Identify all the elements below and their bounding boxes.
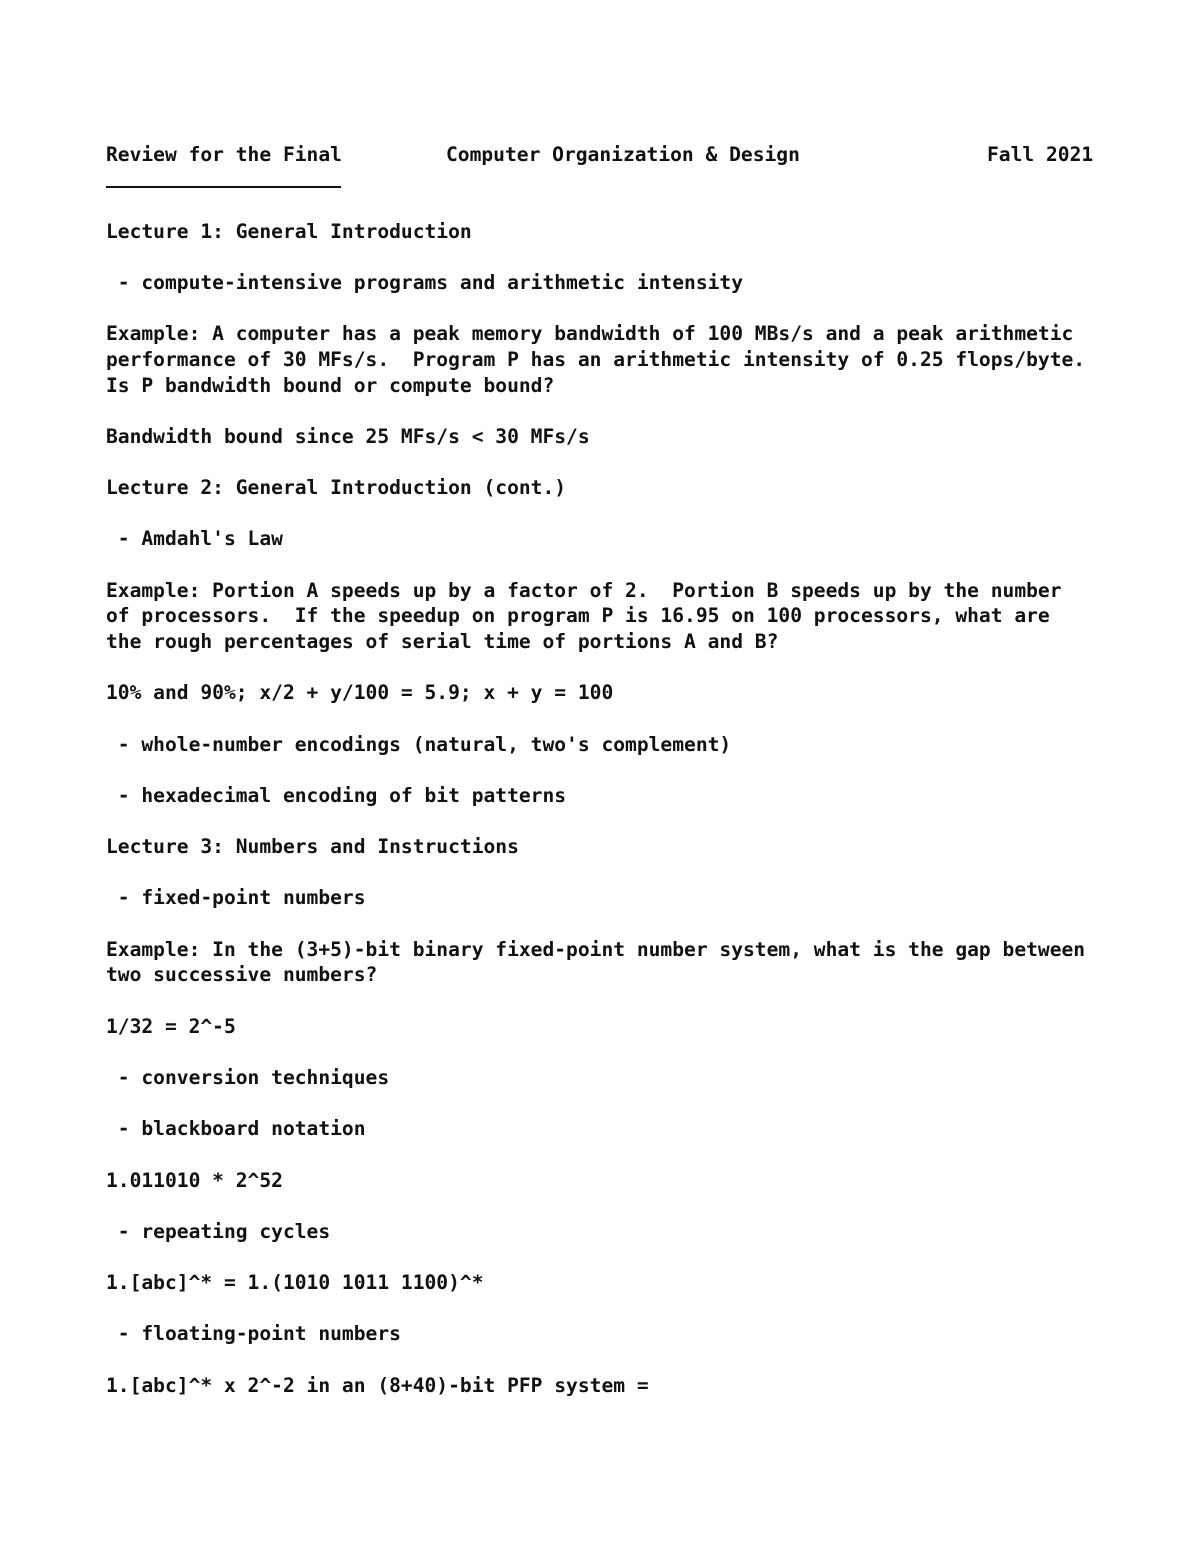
example-3-line-2: two successive numbers? [106,963,378,986]
topic-whole-number-encodings: - whole-number encodings (natural, two's complement) [106,733,732,756]
topic-arithmetic-intensity: - compute-intensive programs and arithmetic intensity [106,271,744,294]
topic-blackboard-notation: - blackboard notation [106,1117,366,1140]
repeating-cycle-example: 1.[abc]^* = 1.(1010 1011 1100)^* [106,1271,484,1294]
header-course-name: Computer Organization & Design [446,143,800,166]
lecture-3-heading: Lecture 3: Numbers and Instructions [106,835,519,858]
floating-point-example: 1.[abc]^* x 2^-2 in an (8+40)-bit PFP system = [106,1374,649,1397]
title-underline [106,186,341,188]
example-1-line-3: Is P bandwidth bound or compute bound? [106,374,555,397]
topic-conversion-techniques: - conversion techniques [106,1066,390,1089]
blackboard-example: 1.011010 * 2^52 [106,1169,283,1192]
header-term: Fall 2021 [987,143,1094,166]
answer-1: Bandwidth bound since 25 MFs/s < 30 MFs/s [106,425,590,448]
example-2-line-2: of processors. If the speedup on program P is 16.95 on 100 processors, what are [106,604,1050,627]
lecture-1-heading: Lecture 1: General Introduction [106,220,472,243]
header-course-title: Review for the Final [106,143,342,166]
example-2-line-1: Example: Portion A speeds up by a factor of 2. Portion B speeds up by the number [106,579,1062,602]
example-2-line-3: the rough percentages of serial time of portions A and B? [106,630,779,653]
lecture-2-heading: Lecture 2: General Introduction (cont.) [106,476,567,499]
topic-repeating-cycles: - repeating cycles [106,1220,331,1243]
example-1-line-2: performance of 30 MFs/s. Program P has an arithmetic intensity of 0.25 flops/byte. [106,348,1086,371]
topic-floating-point: - floating-point numbers [106,1322,401,1345]
topic-fixed-point: - fixed-point numbers [106,886,366,909]
example-3-line-1: Example: In the (3+5)-bit binary fixed-point number system, what is the gap between [106,938,1086,961]
example-1-line-1: Example: A computer has a peak memory bandwidth of 100 MBs/s and a peak arithmetic [106,322,1074,345]
answer-2: 10% and 90%; x/2 + y/100 = 5.9; x + y = 100 [106,681,614,704]
topic-hexadecimal-encoding: - hexadecimal encoding of bit patterns [106,784,567,807]
answer-3: 1/32 = 2^-5 [106,1015,236,1038]
topic-amdahls-law: - Amdahl's Law [106,527,283,550]
